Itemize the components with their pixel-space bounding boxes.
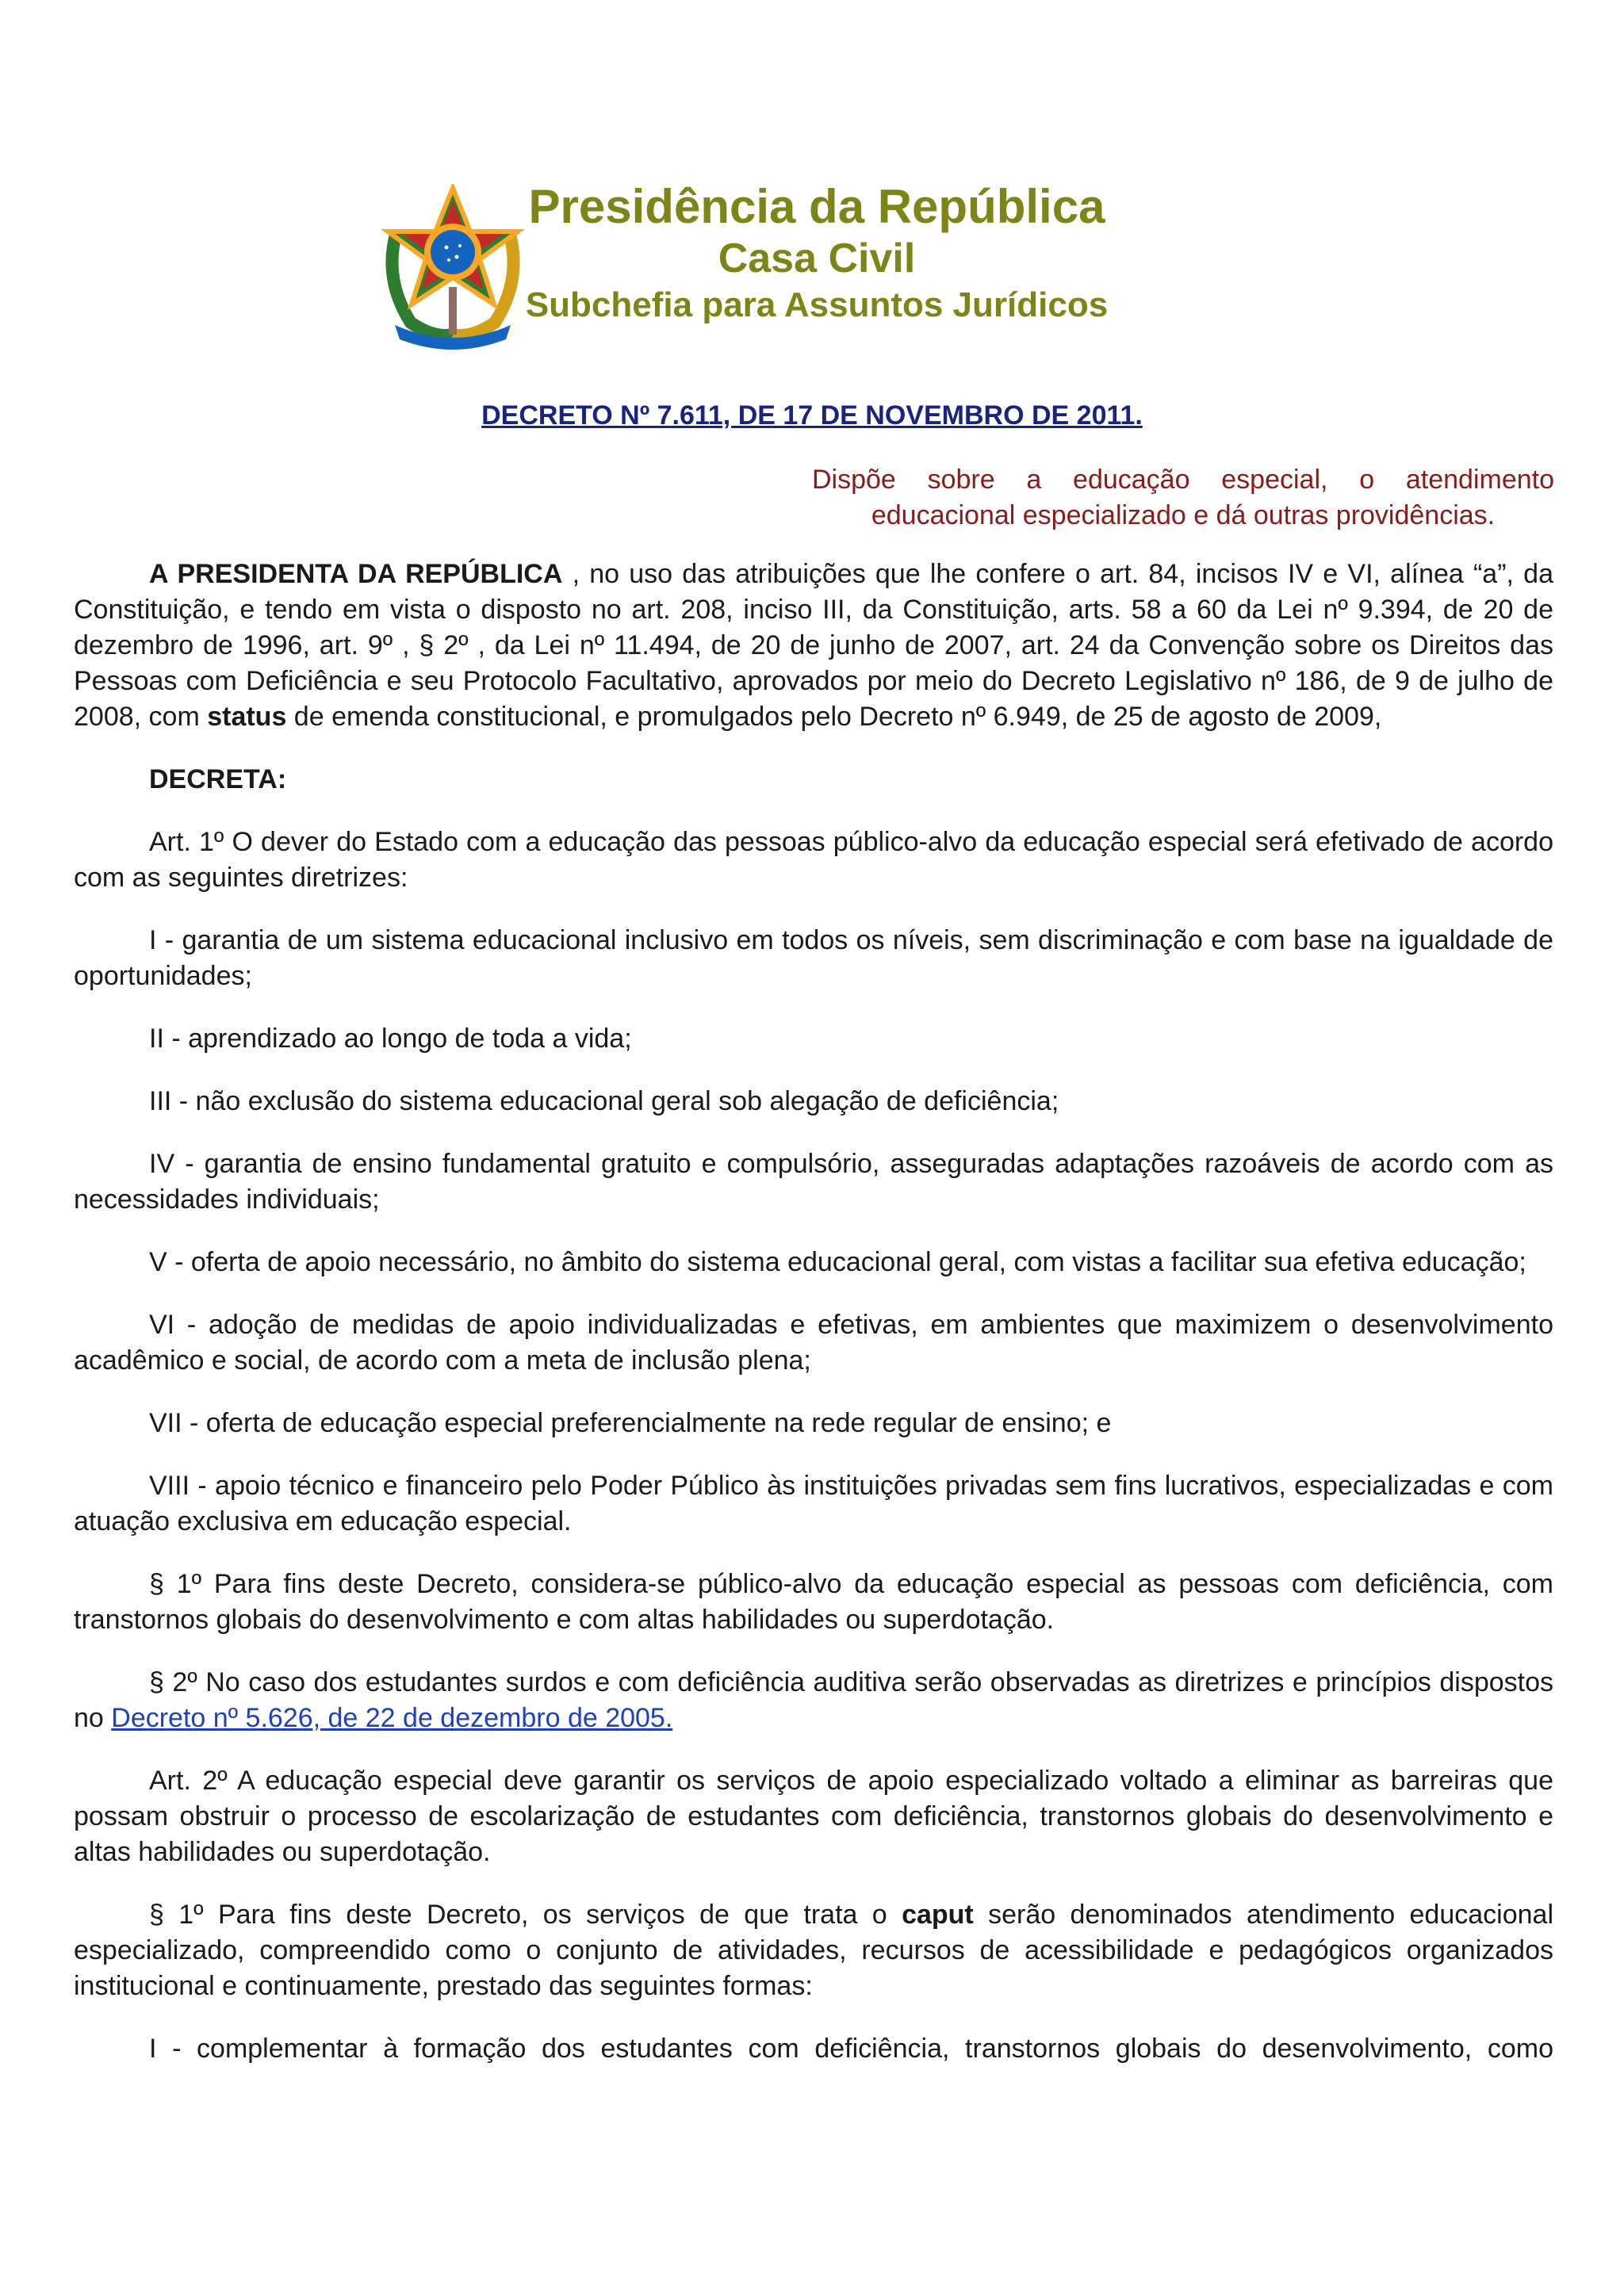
header-subchefia: Subchefia para Assuntos Jurídicos [525, 285, 1109, 324]
preamble-lead: A PRESIDENTA DA REPÚBLICA [149, 559, 563, 589]
art2-inciso-i: I - complementar à formação dos estudantes com deficiência, transtornos globais do desenvolvimento, como [149, 2034, 1553, 2064]
art1-paragrafo-1: § 1º Para fins deste Decreto, considera-se público-alvo da educação especial as pessoas com deficiência, com transtornos globais do desenvolvimento e com altas habilidades ou superdotação. [74, 1569, 1553, 1635]
art2-paragrafo-1-text-1: § 1º Para fins deste Decreto, os serviços de que trata o [149, 1900, 902, 1930]
art2-paragrafo-1 [74, 1897, 1553, 2004]
art1-inciso-viii: VIII - apoio técnico e financeiro pelo Poder Público às instituições privadas sem fins lucrativos, especializadas e com atuação exclusiva em educação especial. [74, 1471, 1553, 1536]
preamble-text-1: , no uso das atribuições que lhe confere o art. 84, incisos IV e VI, alínea “a”, da Constituição, e tendo em vista o disposto no art. 208, inciso III, da Constituição, arts. 58 a 60 da Lei nº 9.394, de 20 de dezembro de 1996, art. 9º , § 2º , da Lei nº 11.494, de 20 de junho de 2007, art. 24 da Convenção sobre os Direitos das Pessoas com Deficiência e seu Protocolo Facultativo, aprovados por meio do Decreto Legislativo nº 186, de 9 de julho de 2008, com [74, 559, 1553, 732]
decreto-5626-link[interactable]: Decreto nº 5.626, de 22 de dezembro de 2005. [111, 1703, 673, 1733]
decree-ementa: Dispõe sobre a educação especial, o atendimento educacional especializado e dá outras providências. [812, 465, 1554, 530]
header-presidencia: Presidência da República [528, 180, 1105, 233]
decree-title[interactable]: DECRETO Nº 7.611, DE 17 DE NOVEMBRO DE 2011. [481, 400, 1143, 430]
art1-inciso-vii: VII - oferta de educação especial preferencialmente na rede regular de ensino; e [149, 1408, 1112, 1438]
decreta-heading [74, 762, 1553, 798]
art2-paragrafo-1-caput: caput [902, 1900, 974, 1930]
art1-inciso-vi: VI - adoção de medidas de apoio individualizadas e efetivas, em ambientes que maximizem o desenvolvimento acadêmico e social, de acordo com a meta de inclusão plena; [74, 1310, 1553, 1376]
art1-inciso-ii: II - aprendizado ao longo de toda a vida; [149, 1024, 632, 1054]
art1-paragrafo-2 [74, 1665, 1553, 1736]
header-casa-civil: Casa Civil [718, 235, 916, 281]
preamble-status: status [207, 702, 287, 732]
art1-paragrafo-2-text: § 2º No caso dos estudantes surdos e com deficiência auditiva serão observadas as diretrizes e princípios dispostos no [74, 1667, 1553, 1733]
preamble-paragraph [74, 557, 1553, 735]
preamble-text-2: de emenda constitucional, e promulgados pelo Decreto nº 6.949, de 25 de agosto de 2009, [286, 702, 1382, 732]
decree-body [74, 557, 1553, 2094]
art1-inciso-i: I - garantia de um sistema educacional inclusivo em todos os níveis, sem discriminação e com base na igualdade de oportunidades; [74, 925, 1553, 991]
art1-caput: Art. 1º O dever do Estado com a educação das pessoas público-alvo da educação especial será efetivado de acordo com as seguintes diretrizes: [74, 827, 1553, 893]
art2-caput: Art. 2º A educação especial deve garantir os serviços de apoio especializado voltado a eliminar as barreiras que possam obstruir o processo de escolarização de estudantes com deficiência, transtornos globais do desenvolvimento e altas habilidades ou superdotação. [74, 1766, 1553, 1867]
art1-inciso-iv: IV - garantia de ensino fundamental gratuito e compulsório, asseguradas adaptações razoáveis de acordo com as necessidades individuais; [74, 1149, 1553, 1215]
art2-paragrafo-1-text-2: serão denominados atendimento educacional especializado, compreendido como o conjunto de atividades, recursos de acessibilidade e pedagógicos organizados institucional e continuamente, prestado das seguintes formas: [74, 1900, 1553, 2001]
art1-inciso-v: V - oferta de apoio necessário, no âmbito do sistema educacional geral, com vistas a facilitar sua efetiva educação; [149, 1247, 1526, 1277]
decreta-label: DECRETA: [149, 764, 287, 794]
art1-inciso-iii: III - não exclusão do sistema educacional geral sob alegação de deficiência; [149, 1086, 1059, 1116]
